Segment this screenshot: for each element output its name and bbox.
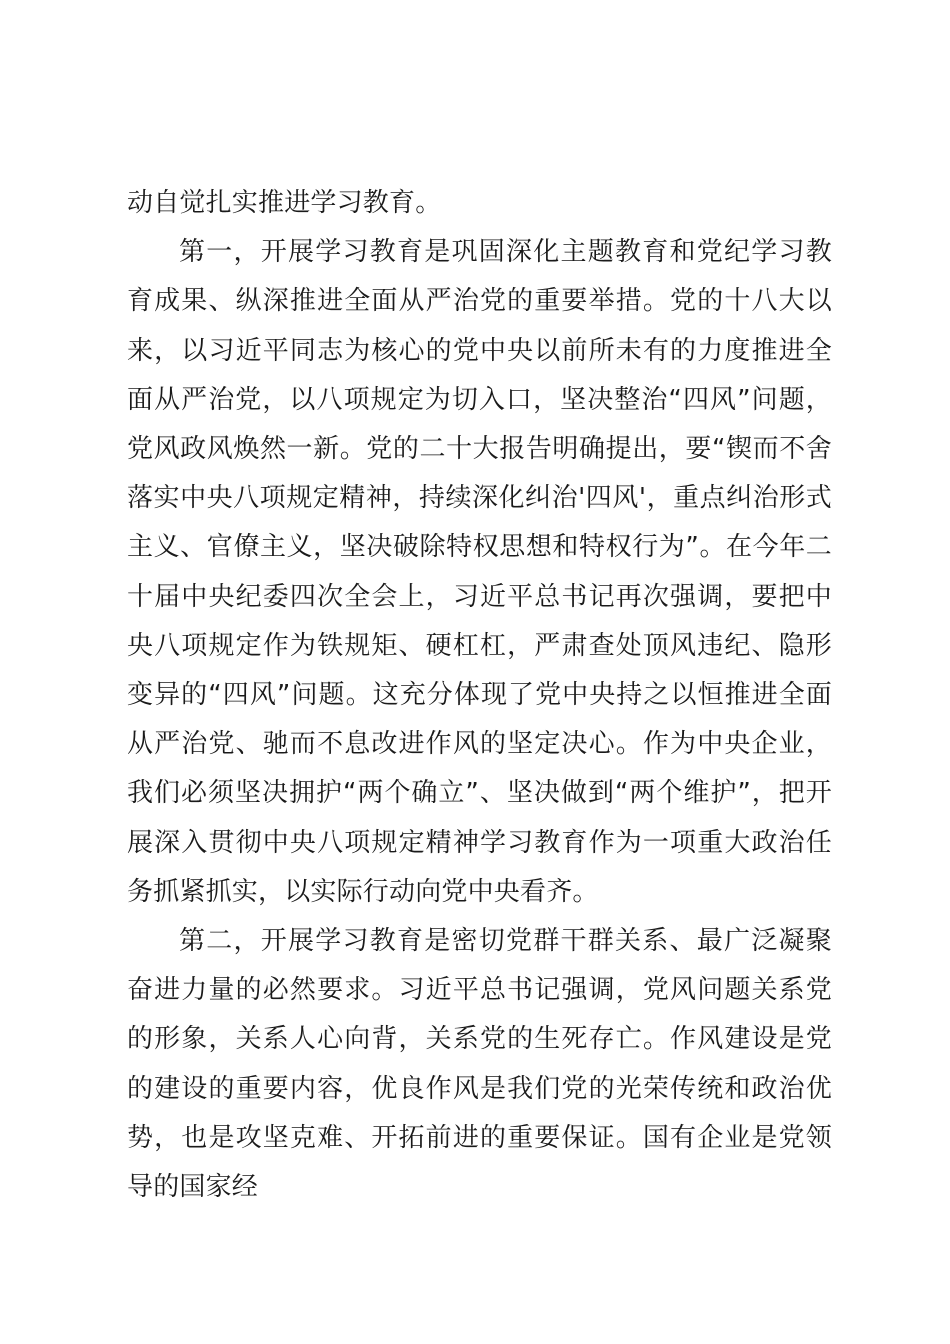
body-text (127, 179, 832, 1212)
paragraph-first-point: 第一，开展学习教育是巩固深化主题教育和党纪学习教育成果、纵深推进全面从严治党的重要举措。党的十八大以来，以习近平同志为核心的党中央以前所未有的力度推进全面从严治党，以八项规定为切入口，坚决整治“四风”问题，党风政风焕然一新。党的二十大报告明确提出，要“锲而不舍落实中央八项规定精神，持续深化纠治'四风'，重点纠治形式主义、官僚主义，坚决破除特权思想和特权行为”。在今年二十届中央纪委四次全会上，习近平总书记再次强调，要把中央八项规定作为铁规矩、硬杠杠，严肃查处顶风违纪、隐形变异的“四风”问题。这充分体现了党中央持之以恒推进全面从严治党、驰而不息改进作风的坚定决心。作为中央企业，我们必须坚决拥护“两个确立”、坚决做到“两个维护”，把开展深入贯彻中央八项规定精神学习教育作为一项重大政治任务抓紧抓实，以实际行动向党中央看齐。 (127, 237, 832, 907)
paragraph-continued: 动自觉扎实推进学习教育。 (127, 188, 442, 218)
paragraph-second-point: 第二，开展学习教育是密切党群干群关系、最广泛凝聚奋进力量的必然要求。习近平总书记强调，党风问题关系党的形象，关系人心向背，关系党的生死存亡。作风建设是党的建设的重要内容，优良作风是我们党的光荣传统和政治优势，也是攻坚克难、开拓前进的重要保证。国有企业是党领导的国家经 (127, 926, 832, 1203)
